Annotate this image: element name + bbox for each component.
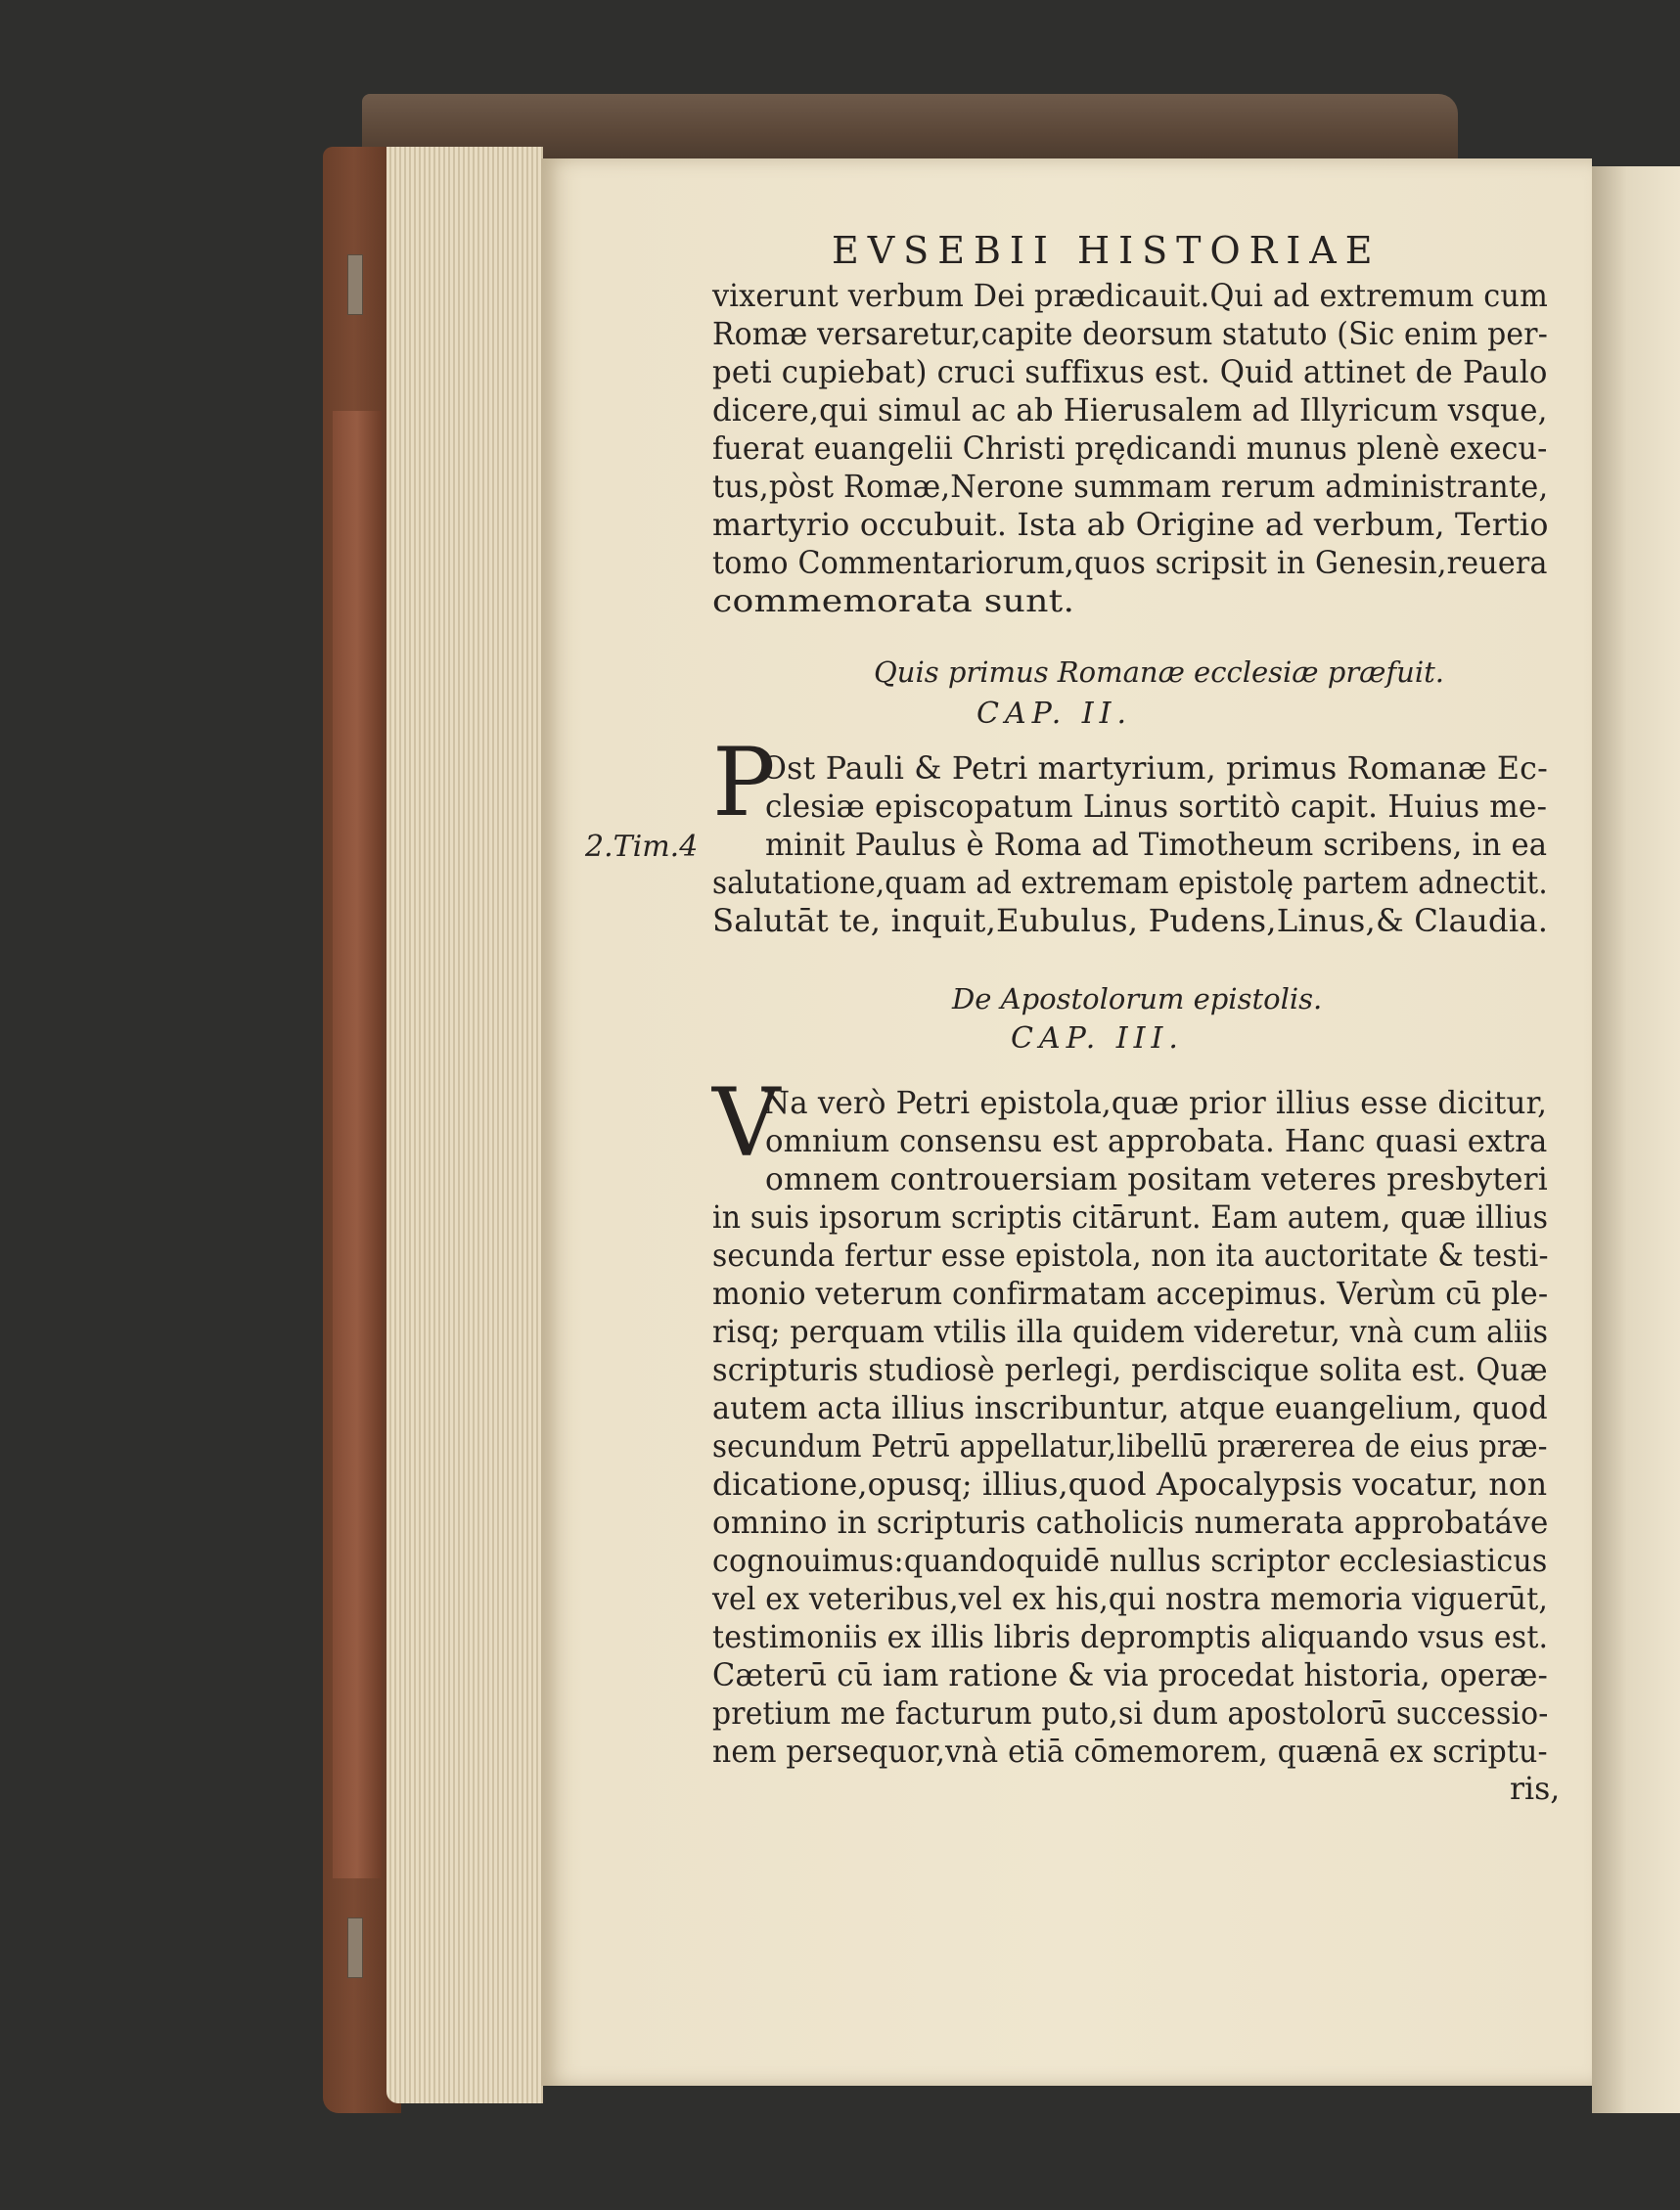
marginal-note: 2.Tim.4	[585, 830, 699, 864]
text-line: cognouimus:quandoquidē nullus scriptor ecclesiasticus	[712, 1544, 1548, 1579]
text-line: Ost Pauli & Petri martyrium, primus Romanæ Ec-	[761, 751, 1548, 787]
text-line: autem acta illius inscribuntur, atque euangelium, quod	[712, 1391, 1548, 1426]
text-line: Na verò Petri epistola,quæ prior illius esse dicitur,	[763, 1086, 1548, 1121]
text-line: tus,pòst Romæ,Nerone summam rerum administrante,	[712, 470, 1549, 505]
chapter-3-label: CAP. III.	[1011, 1021, 1184, 1056]
chapter-3-heading: De Apostolorum epistolis.	[952, 982, 1323, 1015]
text-line: pretium me facturum puto,si dum apostolorū successio-	[712, 1696, 1549, 1732]
text-line: tomo Commentariorum,quos scripsit in Genesin,reuera	[712, 546, 1548, 581]
spine-leather	[333, 411, 382, 1878]
text-line: martyrio occubuit. Ista ab Origine ad verbum, Tertio	[712, 508, 1549, 543]
text-line: omnino in scripturis catholicis numerata approbatáve	[712, 1506, 1549, 1541]
text-line: commemorata sunt.	[712, 584, 1075, 619]
running-head: EVSEBII HISTORIAE	[832, 229, 1382, 272]
text-line: Romæ versaretur,capite deorsum statuto (Sic enim per-	[712, 317, 1549, 352]
text-line: risq; perquam vtilis illa quidem videretur, vnà cum aliis	[712, 1315, 1549, 1350]
chapter-2-label: CAP. II.	[976, 697, 1133, 731]
clasp-hinge-bottom	[347, 1917, 363, 1978]
catchword: ris,	[1510, 1772, 1561, 1807]
text-line: peti cupiebat) cruci suffixus est. Quid attinet de Paulo	[712, 355, 1548, 390]
text-line: clesiæ episcopatum Linus sortitò capit. Huius me-	[765, 789, 1548, 825]
text-line: nem persequor,vnà etiā cōmemorem, quænā ex scriptu-	[712, 1735, 1548, 1770]
drop-cap-v: V	[712, 1068, 781, 1178]
chapter-2-heading: Quis primus Romanæ ecclesiæ præfuit.	[874, 655, 1445, 689]
text-line: fuerat euangelii Christi prędicandi munus plenè execu-	[712, 431, 1548, 467]
text-line: dicatione,opusq; illius,quod Apocalypsis vocatur, non	[712, 1467, 1548, 1503]
text-line: vel ex veteribus,vel ex his,qui nostra memoria viguerūt,	[712, 1582, 1549, 1617]
text-line: minit Paulus è Roma ad Timotheum scribens, in ea	[765, 828, 1548, 863]
text-line: Cæterū cū iam ratione & via procedat historia, operæ-	[712, 1658, 1549, 1693]
facing-page	[1592, 166, 1680, 2113]
text-line: secunda fertur esse epistola, non ita auctoritate & testi-	[712, 1239, 1549, 1274]
text-line: dicere,qui simul ac ab Hierusalem ad Illyricum vsque,	[712, 393, 1548, 428]
drop-cap-p: P	[712, 728, 776, 837]
text-line: in suis ipsorum scriptis citārunt. Eam autem, quæ illius	[712, 1200, 1549, 1236]
text-line: salutatione,quam ad extremam epistolę partem adnectit.	[712, 866, 1548, 901]
text-line: secundum Petrū appellatur,libellū prærerea de eius præ-	[712, 1429, 1548, 1465]
text-line: omnium consensu est approbata. Hanc quasi extra	[765, 1124, 1548, 1159]
text-line: testimoniis ex illis libris depromptis aliquando vsus est.	[712, 1620, 1549, 1655]
text-line: monio veterum confirmatam accepimus. Verùm cū ple-	[712, 1277, 1549, 1312]
text-line: omnem controuersiam positam veteres presbyteri	[765, 1162, 1548, 1197]
text-line: Salutāt te, inquit,Eubulus, Pudens,Linus,& Claudia.	[712, 904, 1549, 939]
page-edges	[386, 147, 543, 2103]
clasp-hinge-top	[347, 254, 363, 315]
text-line: vixerunt verbum Dei prædicauit.Qui ad extremum cum	[712, 279, 1549, 314]
text-line: scripturis studiosè perlegi, perdiscique solita est. Quæ	[712, 1353, 1548, 1388]
